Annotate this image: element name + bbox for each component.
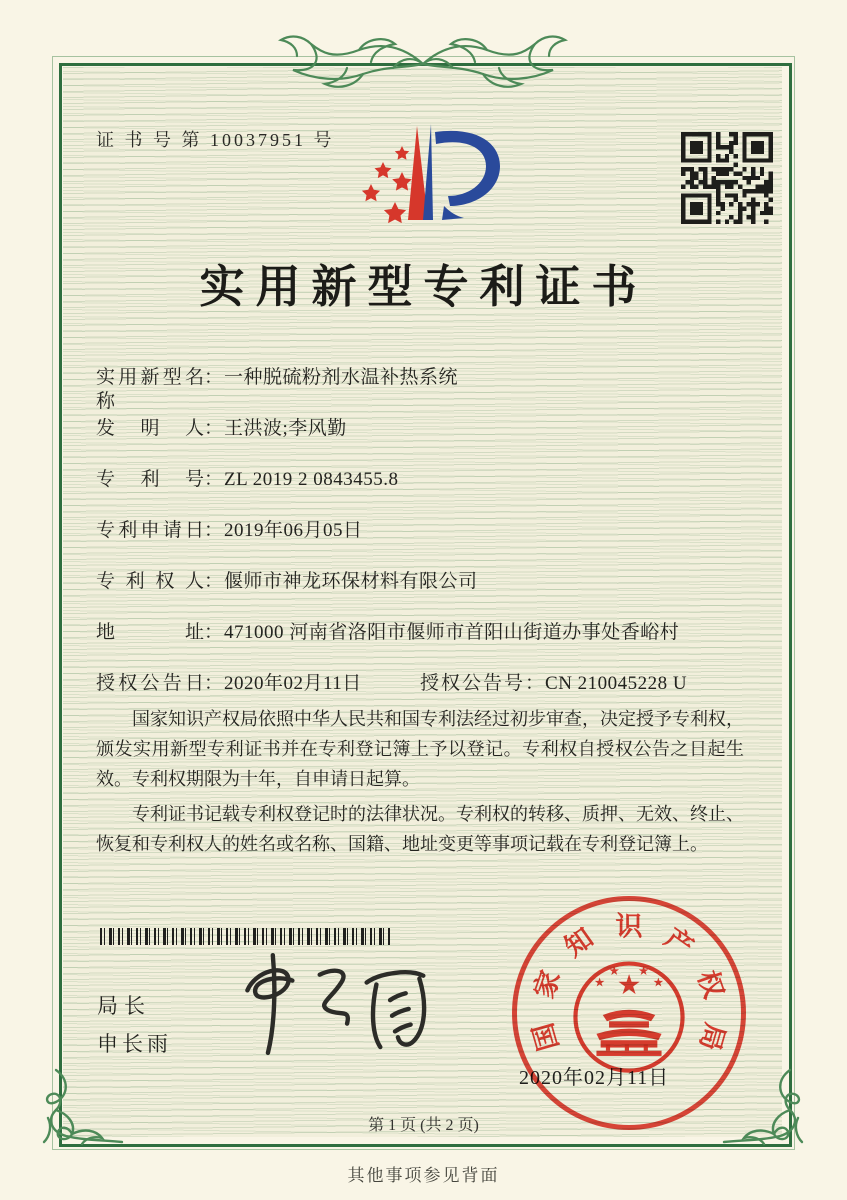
svg-text:★: ★ — [616, 970, 642, 1000]
legal-text — [96, 704, 744, 864]
field-row-filing-date — [96, 519, 746, 570]
field-row-inventor — [96, 417, 746, 468]
director-signature — [222, 948, 437, 1063]
field-row-name — [96, 366, 746, 417]
field-colon: ： — [204, 520, 224, 541]
field-value: 王洪波;李风勤 — [224, 418, 347, 439]
svg-text:★: ★ — [608, 964, 620, 979]
field-label: 专利号 — [96, 469, 204, 490]
field-label: 地址 — [96, 622, 204, 643]
corner-flourish-icon — [42, 1066, 130, 1152]
legal-paragraph-2: 专利证书记载专利权登记时的法律状况。专利权的转移、质押、无效、终止、恢复和专利权人的姓名或名称、国籍、地址变更等事项记载在专利登记簿上。 — [96, 804, 744, 854]
field-row-patentee — [96, 570, 746, 621]
field-colon: ： — [204, 469, 224, 490]
field-colon: ： — [204, 367, 224, 388]
back-note: 其他事项参见背面 — [347, 1166, 500, 1185]
barcode — [100, 928, 392, 945]
field-colon: ： — [204, 673, 224, 694]
field-value: 471000 河南省洛阳市偃师市首阳山街道办事处香峪村 — [224, 622, 680, 643]
field-row-patent-number — [96, 468, 746, 519]
svg-text:★: ★ — [652, 975, 665, 990]
director-title: 局长 — [97, 994, 151, 1018]
field-value: 一种脱硫粉剂水温补热系统 — [224, 367, 459, 388]
field-value: 2019年06月05日 — [224, 520, 363, 541]
field-label: 专利申请日 — [96, 520, 204, 541]
field-label: 授权公告日 — [96, 673, 204, 694]
field-value: CN 210045228 U — [545, 673, 688, 694]
seal-date: 2020年02月11日 — [519, 1067, 670, 1089]
field-label: 实用新型名称 — [96, 367, 204, 412]
field-label: 授权公告号 — [420, 673, 526, 694]
field-row-address — [96, 621, 746, 672]
field-colon: ： — [204, 622, 224, 643]
field-colon: ： — [525, 673, 545, 694]
field-colon: ： — [204, 418, 224, 439]
national-emblem-icon — [571, 952, 687, 1078]
field-row-grant-number — [420, 672, 687, 696]
director-name: 申长雨 — [97, 1032, 172, 1056]
svg-text:★: ★ — [638, 964, 650, 979]
field-value: ZL 2019 2 0843455.8 — [224, 469, 399, 490]
svg-text:★: ★ — [593, 975, 606, 990]
field-label: 发明人 — [96, 418, 204, 439]
field-value: 偃师市神龙环保材料有限公司 — [224, 571, 478, 592]
top-scroll-ornament-icon — [263, 24, 583, 96]
certificate-number: 证 书 号 第 10037951 号 — [96, 130, 335, 150]
qr-code — [681, 132, 773, 224]
page-number: 第 1 页 (共 2 页) — [368, 1117, 479, 1134]
official-seal: 国 家 知 识 产 权 局 ★ ★ ★ ★ ★ — [512, 896, 746, 1130]
legal-paragraph-1: 国家知识产权局依照中华人民共和国专利法经过初步审查，决定授予专利权，颁发实用新型专利证书并在专利登记簿上予以登记。专利权自授权公告之日起生效。专利权期限为十年，自申请日起算。 — [96, 709, 744, 789]
field-value: 2020年02月11日 — [224, 673, 362, 694]
field-label: 专利权人 — [96, 571, 204, 592]
certificate-title: 实用新型专利证书 — [199, 262, 648, 312]
cnipa-logo-icon — [338, 110, 520, 238]
field-list — [96, 366, 746, 723]
field-colon: ： — [204, 571, 224, 592]
